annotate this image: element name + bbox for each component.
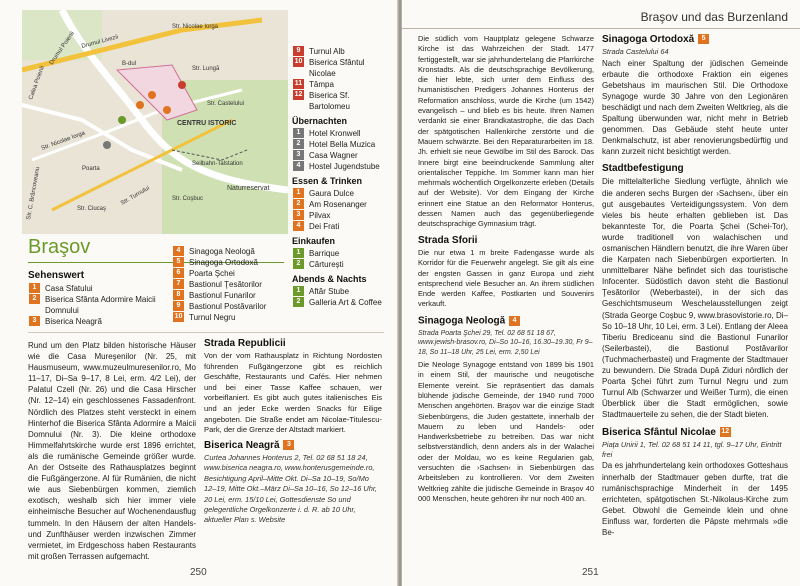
legend-number: 10 — [294, 58, 303, 65]
sehenswert-block-a — [28, 266, 168, 327]
legend-number: 1 — [293, 188, 304, 198]
map-label-street3: Calea Poienii — [28, 65, 46, 101]
einkaufen-heading: Einkaufen — [292, 236, 336, 246]
section-heading: Stadtbefestigung — [602, 163, 684, 175]
section-heading — [602, 427, 788, 438]
legend-item — [28, 283, 168, 294]
legend-label: Tâmpa — [309, 80, 334, 89]
legend-number: 9 — [293, 46, 304, 56]
legend-number: 2 — [293, 297, 304, 307]
legend-number: 12 — [294, 91, 303, 98]
legend-item — [292, 90, 392, 112]
map-label-center: CENTRU ISTORIC — [177, 120, 237, 127]
legend-label: Biserica Sfânta Adormire Maicii Domnului — [45, 295, 156, 315]
legend-number: 2 — [29, 294, 40, 304]
legend-label: Dei Frati — [309, 222, 340, 231]
legend-label: Sinagoga Neologă — [189, 247, 255, 256]
legend-label: Pilvax — [309, 211, 331, 220]
left-body-column-1 — [28, 340, 196, 560]
legend-label: Poarta Şchei — [189, 269, 235, 278]
legend-item — [292, 128, 392, 139]
legend-number: 10 — [174, 313, 183, 320]
right-body-column-2 — [602, 34, 788, 554]
map-label-str7: Str. Turnului — [120, 185, 151, 207]
info-meta: Strada Poarta Şchei 29, Tel. 02 68 51 18 67, www.jewish-brasov.ro, Di–So 10–16, 16.30–19.30, Fr 9–18, So 11–18 Uhr, 25 Lei, erm. 2,50 Lei — [418, 329, 593, 357]
legend-number: 1 — [293, 286, 304, 296]
map-label-street6: B-dul — [122, 61, 137, 67]
section-heading — [418, 316, 594, 327]
legend-item — [292, 248, 392, 259]
body-paragraph: Die Neologe Synagoge entstand von 1899 bis 1901 in einem Stil, der maurische und neugotische Elemente vereint. Sie repräsentiert das damals blühende jüdische Gemeinde, der 1940 rund 7000 Menschen angehörten. Braşov war die einzige Stadt Siebenbürgens, die Juden gestattete, innerhalb der Mauern zu leben und Handels- oder Handwerksbetriebe zu betreiben. Das war nicht selbstverständlich, denn anders als in der Walachei oder der Moldau, wo es keine Regularien gab, versuchten die ›Sachsen‹ in Siebenbürgen das Arbeitsleben zu kontrollieren. Vor dem Zweiten Weltkrieg zählte die jüdische Gemeinde in Braşov 40 000 Menschen, heute gehören ihr nur noch 400 an. — [418, 360, 594, 503]
legend-item — [292, 286, 392, 297]
legend-label: Gaura Dulce — [309, 189, 354, 198]
legend-item — [292, 161, 392, 172]
legend-number: 4 — [293, 161, 304, 171]
legend-label: Hotel Kronwell — [309, 129, 361, 138]
legend-label: Aftăr Stube — [309, 287, 350, 296]
map-label-str6: Str. Ciucaş — [77, 206, 107, 212]
legend-item — [172, 246, 287, 257]
sehenswert-heading: Sehenswert — [28, 270, 85, 281]
legend-item — [172, 301, 287, 312]
legend-item — [292, 199, 392, 210]
legend-label: Turnul Alb — [309, 47, 345, 56]
legend-top-list — [292, 46, 392, 112]
header-rule — [402, 28, 800, 29]
legend-number: 4 — [293, 221, 304, 231]
heading-number: 4 — [509, 316, 520, 326]
info-meta: Strada Castelului 64 — [602, 47, 669, 57]
legend-item — [172, 279, 287, 290]
legend-label: Hostel Jugendstube — [309, 162, 380, 171]
legend-label: Turnul Negru — [189, 313, 236, 322]
uebernachten-heading: Übernachten — [292, 116, 348, 126]
legend-item — [28, 316, 168, 327]
section-heading-text: Sinagoga Ortodoxă — [602, 34, 695, 45]
body-paragraph: Die nur etwa 1 m breite Fadengasse wurde als Korridor für die Feuerwehr angelegt. Sie gilt als eine der engsten Gassen in ganz Europa und zieht entsprechend viele Besucher an. An ihrem südlichen Ende werden Kaffee, Postkarten und Souvenirs verkauft. — [418, 247, 594, 309]
legend-number: 9 — [173, 301, 184, 311]
legend-item — [292, 297, 392, 308]
map-label-str5: Poarta — [82, 166, 100, 172]
legend-label: Biserica Sf. Bartolomeu — [309, 91, 350, 111]
map-label-str1: Str. Castelului — [207, 101, 245, 107]
info-meta: Piaţa Unirii 1, Tel. 02 68 51 14 11, tgl. 9–17 Uhr, Eintritt frei — [602, 439, 782, 459]
body-paragraph: Von der vom Rathausplatz in Richtung Nordosten führenden Fußgängerzone gibt es reichlich Geschäfte, Restaurants und Cafés. Hier nehmen und bei einer Tasse Kaffee schauen, wer vorbeiflaniert. Es gibt auch gutes italienisches Eis und an jeder Ecke werden Snacks für Eilige angeboten. Die Straße endet am Nicolae-Titulescu-Park, der die Grenze der Altstadt markiert. — [204, 351, 382, 435]
section-heading-text: Biserica Sfântul Nicolae — [602, 426, 716, 438]
section-heading — [204, 440, 382, 451]
section-heading — [602, 34, 788, 45]
map-label-street4: Drumul Livezii — [80, 34, 119, 50]
sehenswert-block-b — [172, 246, 287, 323]
legend-item — [292, 221, 392, 232]
legend-item — [28, 294, 168, 316]
right-page — [402, 0, 800, 586]
legend-item — [292, 150, 392, 161]
legend-label: Biserica Neagră — [45, 317, 102, 326]
legend-number: 3 — [29, 316, 40, 326]
body-paragraph: Die mittelalterliche Siedlung verfügte, ähnlich wie die anderen sechs Burgen der ›Sachsen‹, über ein gut ausgebautes Verteidigungssystem. Von dem vieles bis heute erhalten geblieben ist. Das bekannteste Tor, die Poarta Şchei (Schei-Tor), wurde traditionell von walachischen und osmanischen Händlern benutzt, die ihre Waren über die Karpaten nach Siebenbürgen exportierten. In unmittelbarer Nähe befindet sich das touristische Infocenter. Südöstlich davon steht die Bastionul Ţesătorilor (Weberbastei), in der sich das Geschichtsmuseum Weschelausstellungen zeigt (Strada George Coşbuc 9, www.brasovistorie.ro, Di–So 10–18 Uhr, 10 Lei, erm. 3 Lei). Entlang der Aleea Tiberiu Brediceanu sind die Bastionul Funarilor (Seilerbastei), die Bastionul Postăvarilor (Tuchmacherbastei) und Fragmente der Stadtmauer zu bewundern. Die Strada După Ziduri nördlich der Poarta Şchei führt zum Turnul Negru und zum Turnul Alb (Schwarzer und Weißer Turm), die einen Überblick über die Stadt ermöglichen, sowie Stadtmauerteile zu sehen, die der Stadt bieten. — [602, 177, 788, 420]
legend-label: Sinagoga Ortodoxă — [189, 258, 258, 267]
legend-number: 1 — [29, 283, 40, 293]
legend-number: 1 — [293, 128, 304, 138]
legend-item — [292, 259, 392, 270]
left-page — [0, 0, 398, 586]
legend-item — [292, 57, 392, 79]
page-number: 251 — [582, 567, 599, 578]
body-paragraph: Nach einer Spaltung der jüdischen Gemeinde erbaute die orthodoxe Fraktion ein eigenes Gebetshaus im maurischen Stil. Die Orthodoxe Synagoge wurde 30 Jahre von den Legionären beschädigt und nach dem Zweiten Weltkrieg, als die Spaltung überwunden war, nicht mehr in Betrieb genommen. Das Gebäude steht heute unter Denkmalschutz, ist aber renovierungsbedürftig und kann zurzeit nicht besichtigt werden. — [602, 58, 788, 157]
legend-item — [172, 257, 287, 268]
legend-item — [292, 188, 392, 199]
map-label-str3: Str. Coşbuc — [172, 196, 204, 202]
legend-label: Casa Wagner — [309, 151, 358, 160]
map-label-street1: Str. Nicolae Iorga — [172, 24, 219, 30]
map-label-reserve: Naturreservat — [227, 185, 270, 192]
abends-heading: Abends & Nachts — [292, 274, 367, 284]
legend-label: Am Rosenanger — [309, 200, 367, 209]
legend-number: 1 — [293, 248, 304, 258]
section-heading: Strada Republicii — [204, 338, 286, 349]
legend-number: 2 — [293, 199, 304, 209]
essen-heading: Essen & Trinken — [292, 176, 363, 186]
legend-item — [172, 312, 287, 323]
left-body-column-2 — [204, 338, 382, 568]
legend-label: Bastionul Postăvarilor — [189, 302, 267, 311]
legend-number: 3 — [293, 150, 304, 160]
legend-number: 4 — [173, 246, 184, 256]
legend-number: 6 — [173, 268, 184, 278]
page-number: 250 — [190, 567, 207, 578]
map-legend — [292, 46, 392, 308]
legend-item — [172, 268, 287, 279]
legend-label: Bastionul Funarilor — [189, 291, 256, 300]
legend-label: Biserica Sfântul Nicolae — [309, 58, 365, 78]
legend-number: 7 — [173, 279, 184, 289]
map-label-seilbahn: Seilbahn-Talstation — [192, 161, 243, 167]
section-heading: Strada Sforii — [418, 234, 478, 246]
heading-number: 3 — [283, 440, 294, 450]
legend-label: Barrique — [309, 249, 340, 258]
section-heading-text: Sinagoga Neologă — [418, 315, 506, 327]
legend-item — [172, 290, 287, 301]
legend-number: 8 — [173, 290, 184, 300]
city-map — [22, 10, 288, 234]
legend-label: Galleria Art & Coffee — [309, 298, 382, 307]
legend-number: 2 — [293, 259, 304, 269]
legend-label: Bastionul Ţesătorilor — [189, 280, 262, 289]
legend-item — [292, 139, 392, 150]
legend-label: Casa Sfatului — [45, 284, 93, 293]
map-label-str4: Str. C. Brâncoveanu — [26, 166, 42, 221]
legend-number: 5 — [173, 257, 184, 267]
legend-item — [292, 210, 392, 221]
heading-number: 12 — [721, 427, 730, 435]
body-paragraph: Da es jahrhundertelang kein orthodoxes Gotteshaus innerhalb der Stadtmauer geben durfte, trat die rumänischsprachige Minderheit in der 1495 errichteten, spätgotischen St.-Nikolaus-Kirche zum Gebet. Obwohl die Gemeinde klein und ohne Einfluss war, forderten die Päpste mehrmals »die Be- — [602, 461, 788, 537]
legend-number: 2 — [293, 139, 304, 149]
right-body-column-1 — [418, 34, 594, 554]
body-paragraph: Rund um den Platz bilden historische Häuser wie die Casa Mureşenilor (Nr. 25, mit Hausmuseum, www.muzeulmuresenilor.ro, Mo 11–17, Di–Sa 9–17, 8 Lei, erm. 4/2 Lei), der Palatul Czell (Nr. 26) und die Casa Hirscher (Nr. 12–14) ein geschlossenes Fassadenfront. Nördlich des Platzes steht versteckt in einem Hinterhof die Biserica Sfânta Adormire a Maicii Domnului (Nr. 3). Die kleine orthodoxe Himmelfahrtskirche wurde erst 1896 errichtet, als die rumänische Gemeinde größer wurde. An der Ostseite des Rathausplatzes beginnt die Fußgängerzone. Al für Rumänien, die nicht wie aus Siebenbürgen kommen, ziemlich exotisch, weshalb sich hier immer viele einheimische Besucher auf Wochenendausflug tummeln. In den Häusern der alten Handels- und Zunfthäuser werden inzwischen Zimmer vermietet, im Erdgeschoss haben Restaurants mit großen Terrassen aufgemacht. — [28, 341, 196, 560]
section-heading-text: Biserica Neagră — [204, 439, 280, 451]
heading-number: 5 — [698, 34, 709, 44]
body-paragraph: Die südlich vom Hauptplatz gelegene Schwarze Kirche ist das Wahrzeichen der Stadt. 1477 fertiggestellt, war sie jahrhundertelang die Pfarrkirche Kronstadts. Als die deutschsprachige Bevölkerung, die hier lebte, sich unter dem Einfluss des humanistischen Predigers Johannes Honterus der Reformation anschloss, wurde die Kirche (um 1542) evangelisch – und blieb es bis heute. Ihren Namen verdankt sie einer Brandkatastrophe, die das Dach der spätgotischen Hallenkirche zerstörte und die Mauern schwärzte. Bei den Reparaturarbeiten im 18. Jh. erhielt sie neue Gewölbe im Stil des Barock. Das Innere birgt eine beeindruckende Sammlung alter orientalischer Teppiche. Im Sommer kann man hier mehrmals wöchentlich Orgelkonzerte erleben (Details auf der Website). Vor dem Eingang der Kirche erinnert eine Statue an den Reformator Honterus, dessen Namen auch das gegenüberliegende deutschsprachige Gymnasium trägt. — [418, 34, 594, 229]
section-divider — [28, 332, 384, 333]
legend-item — [292, 46, 392, 57]
page-title: Braşov — [28, 236, 91, 258]
legend-number: 3 — [293, 210, 304, 220]
legend-label: Hotel Bella Muzica — [309, 140, 376, 149]
map-label-street2: Str. Nicolae Iorga — [40, 130, 86, 152]
running-header: Braşov und das Burzenland — [640, 10, 788, 24]
legend-label: Cărturești — [309, 260, 344, 269]
map-label-str2: Str. Lungă — [192, 66, 220, 72]
map-label-street5: Drumul Poienii — [48, 30, 77, 67]
info-meta: Curtea Johannes Honterus 2, Tel. 02 68 51 18 24, www.biserica neagra.ro, www.honterusgemeinde.ro, Besichtigung April–Mitte Okt. Di–Sa 10–19, So/Mo 12–19, Mitte Okt.–März Di–Sa 10–16, So 12–16 Uhr, 20 Lei, erm. 15/10 Lei, Gottesdienste So und gelegentliche Orgelkonzerte i. d. R. ab 10 Uhr, aktueller Plan s. Website — [204, 452, 377, 525]
legend-item — [292, 79, 392, 90]
legend-number: 11 — [294, 80, 303, 87]
